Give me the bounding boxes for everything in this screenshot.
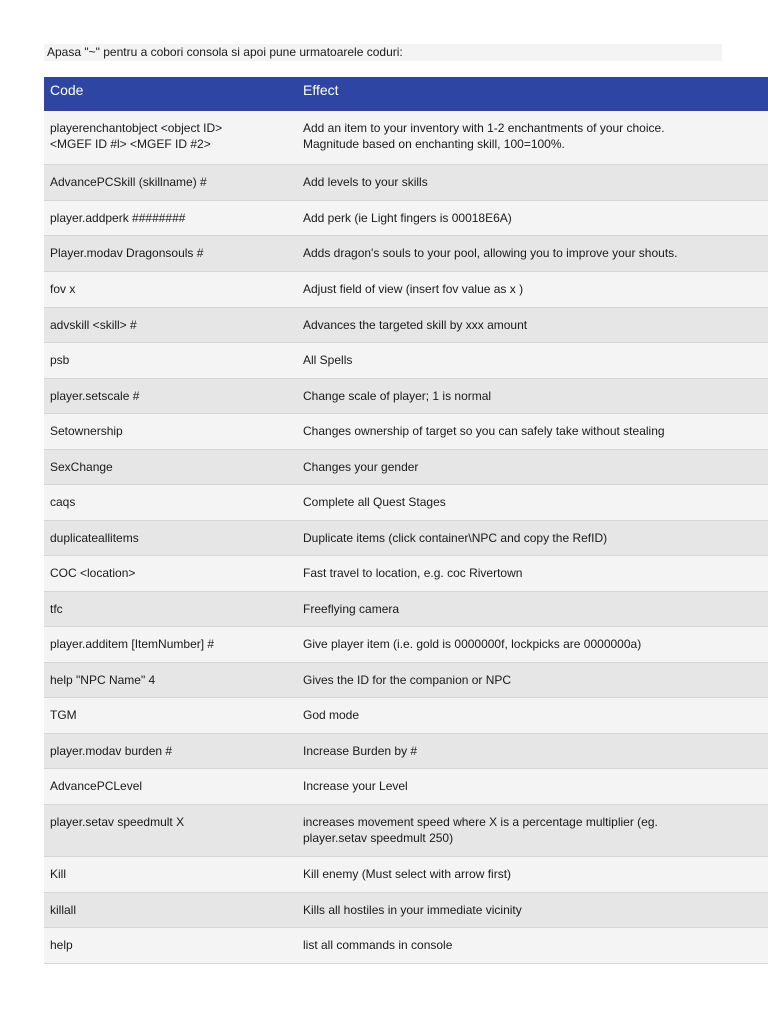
table-row xyxy=(44,308,768,343)
header-code: Code xyxy=(50,82,84,98)
cell-code: Setownership xyxy=(50,424,123,438)
table-row xyxy=(44,734,768,769)
cell-effect: increases movement speed where X is a percentage multiplier (eg. player.setav speedmult 250) xyxy=(303,815,658,845)
table-row xyxy=(44,414,768,450)
table-row xyxy=(44,698,768,734)
table-header xyxy=(44,77,768,111)
cell-code: player.setav speedmult X xyxy=(50,815,185,829)
cell-code: killall xyxy=(50,903,77,917)
cell-effect: Duplicate items (click container\NPC and copy the RefID) xyxy=(303,531,608,545)
table-row xyxy=(44,485,768,521)
cell-code: help xyxy=(50,938,73,952)
table-row xyxy=(44,893,768,928)
cell-code: SexChange xyxy=(50,460,113,474)
cell-code: playerenchantobject <object ID> <MGEF ID #l> <MGEF ID #2> xyxy=(50,121,223,151)
table-row xyxy=(44,272,768,308)
cell-effect: Complete all Quest Stages xyxy=(303,495,446,509)
cell-code: player.modav burden # xyxy=(50,744,173,758)
cell-code: TGM xyxy=(50,708,77,722)
table-body xyxy=(44,111,768,964)
cell-effect: Freeflying camera xyxy=(303,602,400,616)
cell-code: help "NPC Name" 4 xyxy=(50,673,156,687)
cell-effect: Change scale of player; 1 is normal xyxy=(303,389,492,403)
cell-effect: Advances the targeted skill by xxx amount xyxy=(303,318,528,332)
cell-code: player.setscale # xyxy=(50,389,140,403)
cell-effect: Add perk (ie Light fingers is 00018E6A) xyxy=(303,211,512,225)
table-row xyxy=(44,111,768,165)
cell-code: advskill <skill> # xyxy=(50,318,137,332)
cell-effect: Gives the ID for the companion or NPC xyxy=(303,673,512,687)
cell-code: player.addperk ######## xyxy=(50,211,186,225)
cell-code: tfc xyxy=(50,602,63,616)
header-effect: Effect xyxy=(303,82,339,98)
cell-code: psb xyxy=(50,353,70,367)
cheat-codes-table xyxy=(44,77,768,964)
cell-effect: Add levels to your skills xyxy=(303,175,428,189)
table-row xyxy=(44,450,768,485)
cell-effect: Kills all hostiles in your immediate vicinity xyxy=(303,903,522,917)
table-row xyxy=(44,556,768,592)
cell-effect: Give player item (i.e. gold is 0000000f, lockpicks are 0000000a) xyxy=(303,637,642,651)
cell-effect: Increase your Level xyxy=(303,779,408,793)
cell-effect: Changes ownership of target so you can safely take without stealing xyxy=(303,424,665,438)
cell-effect: list all commands in console xyxy=(303,938,453,952)
cell-effect: Add an item to your inventory with 1-2 enchantments of your choice. Magnitude based on enchanting skill, 100=100%. xyxy=(303,121,665,151)
cell-code: Player.modav Dragonsouls # xyxy=(50,246,204,260)
table-row xyxy=(44,928,768,964)
cell-effect: Changes your gender xyxy=(303,460,419,474)
cell-code: fov x xyxy=(50,282,76,296)
intro-text: Apasa "~" pentru a cobori consola si apoi pune urmatoarele coduri: xyxy=(44,44,722,61)
table-row xyxy=(44,521,768,556)
cell-code: AdvancePCSkill (skillname) # xyxy=(50,175,207,189)
table-row xyxy=(44,769,768,805)
table-row xyxy=(44,857,768,893)
table-row xyxy=(44,805,768,857)
table-row xyxy=(44,165,768,201)
cell-code: caqs xyxy=(50,495,76,509)
table-row xyxy=(44,343,768,379)
table-row xyxy=(44,236,768,272)
table-row xyxy=(44,592,768,627)
cell-effect: Increase Burden by # xyxy=(303,744,418,758)
cell-effect: God mode xyxy=(303,708,360,722)
cell-code: COC <location> xyxy=(50,566,136,580)
cell-effect: Adjust field of view (insert fov value as x ) xyxy=(303,282,524,296)
table-row xyxy=(44,201,768,236)
cell-effect: Kill enemy (Must select with arrow first) xyxy=(303,867,512,881)
table-row xyxy=(44,627,768,663)
cell-effect: Adds dragon's souls to your pool, allowing you to improve your shouts. xyxy=(303,246,678,260)
table-row xyxy=(44,379,768,414)
cell-effect: All Spells xyxy=(303,353,353,367)
cell-code: duplicateallitems xyxy=(50,531,139,545)
cell-code: player.additem [ItemNumber] # xyxy=(50,637,215,651)
cell-code: AdvancePCLevel xyxy=(50,779,143,793)
cell-code: Kill xyxy=(50,867,67,881)
cell-effect: Fast travel to location, e.g. coc Rivertown xyxy=(303,566,523,580)
table-row xyxy=(44,663,768,698)
